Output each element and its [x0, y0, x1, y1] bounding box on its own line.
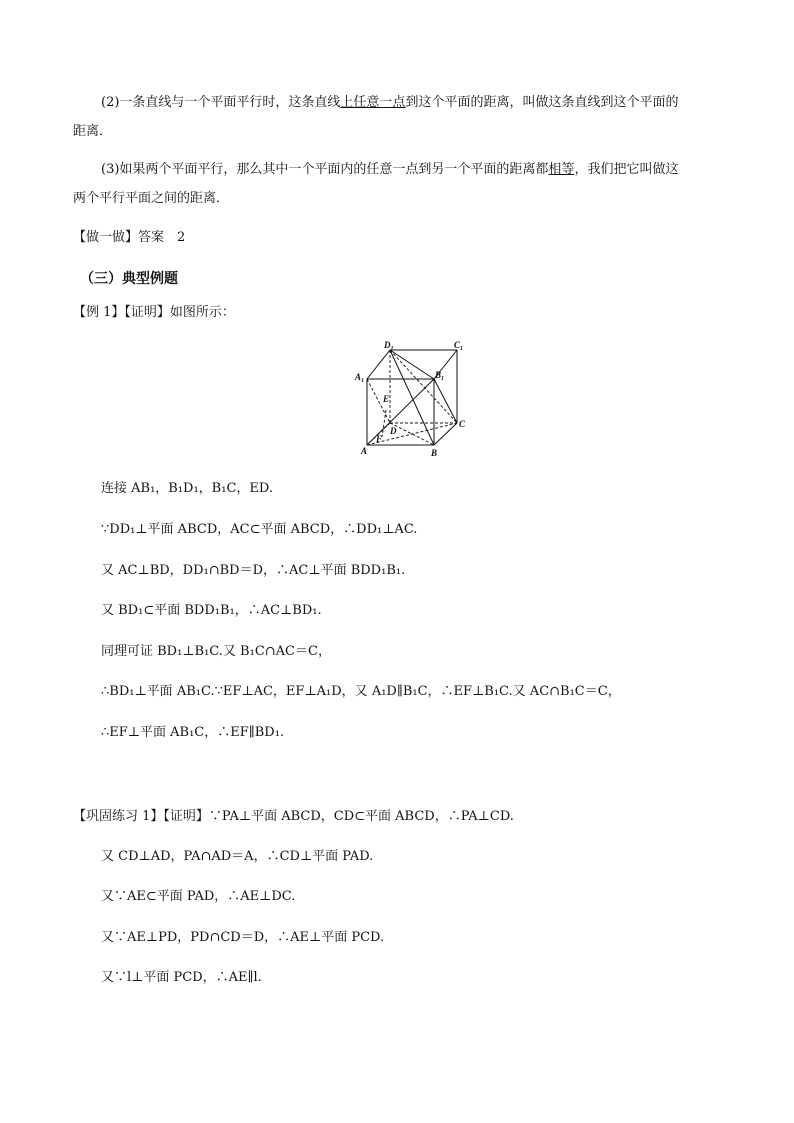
- label-b1: $B_1$: [435, 370, 445, 382]
- paragraph-3-line-2: 两个平行平面之间的距离．: [73, 191, 230, 206]
- practice-1-heading: 【巩固练习 1】【证明】∵PA⊥平面 ABCD，CD⊂平面 ABCD，∴PA⊥CD.: [73, 809, 514, 824]
- label-f: F: [376, 434, 383, 444]
- practice-line-2: 又 CD⊥AD，PA∩AD＝A，∴CD⊥平面 PAD.: [101, 849, 374, 864]
- proof-line-1: 连接 AB₁，B₁D₁，B₁C，ED.: [101, 481, 273, 496]
- text: (3)如果两个平面平行，那么其中一个平面内的任意一点到另一个平面的距离都: [101, 162, 549, 177]
- proof-line-6: ∴BD₁⊥平面 AB₁C.∵EF⊥AC，EF⊥A₁D，又 A₁D∥B₁C，∴EF⊥B₁C.又 AC∩B₁C＝C，: [101, 684, 621, 699]
- text: ，我们把它叫做这: [574, 162, 679, 177]
- practice-line-5: 又∵l⊥平面 PCD，∴AE∥l.: [101, 970, 262, 985]
- practice-line-3: 又∵AE⊂平面 PAD，∴AE⊥DC.: [101, 889, 296, 904]
- edge-bc: [434, 423, 457, 445]
- proof-line-3: 又 AC⊥BD，DD₁∩BD＝D，∴AC⊥平面 BDD₁B₁.: [101, 563, 406, 578]
- underlined-text: 上任意一点: [340, 95, 406, 110]
- text: 到这个平面的距离，叫做这条直线到这个平面的: [405, 95, 679, 110]
- label-c: C: [459, 419, 466, 429]
- practice-line-4: 又∵AE⊥PD，PD∩CD＝D，∴AE⊥平面 PCD.: [101, 930, 385, 945]
- hidden-segment-ef: [382, 410, 386, 437]
- proof-line-5: 同理可证 BD₁⊥B₁C.又 B₁C∩AC＝C，: [101, 644, 331, 659]
- proof-line-2: ∵DD₁⊥平面 ABCD，AC⊂平面 ABCD，∴DD₁⊥AC.: [101, 522, 418, 537]
- segment-b1c: [434, 379, 457, 423]
- label-d1: $D_1$: [384, 340, 394, 352]
- label-a1: $A_1$: [355, 372, 365, 384]
- label-c1: $C_1$: [454, 340, 464, 352]
- paragraph-3-line-1: [101, 161, 678, 179]
- label-d: D: [390, 426, 397, 436]
- proof-line-4: 又 BD₁⊂平面 BDD₁B₁，∴AC⊥BD₁.: [101, 603, 322, 618]
- label-a: A: [361, 446, 368, 456]
- section-title: （三）典型例题: [80, 271, 178, 287]
- proof-line-7: ∴EF⊥平面 AB₁C，∴EF∥BD₁.: [101, 725, 285, 740]
- paragraph-2-line-1: [101, 94, 678, 112]
- label-e: E: [383, 394, 390, 404]
- edge-d1a1: [367, 350, 390, 379]
- cube-figure: [350, 338, 470, 463]
- try-it-answer: 【做一做】答案 2: [73, 230, 186, 245]
- paragraph-2-line-2: 距离．: [73, 124, 113, 139]
- underlined-text: 相等: [548, 162, 575, 177]
- example-1-heading: 【例 1】【证明】如图所示：: [73, 305, 235, 320]
- text: (2)一条直线与一个平面平行时，这条直线: [101, 95, 341, 110]
- cube-diagram: [350, 338, 470, 463]
- label-b: B: [431, 448, 438, 458]
